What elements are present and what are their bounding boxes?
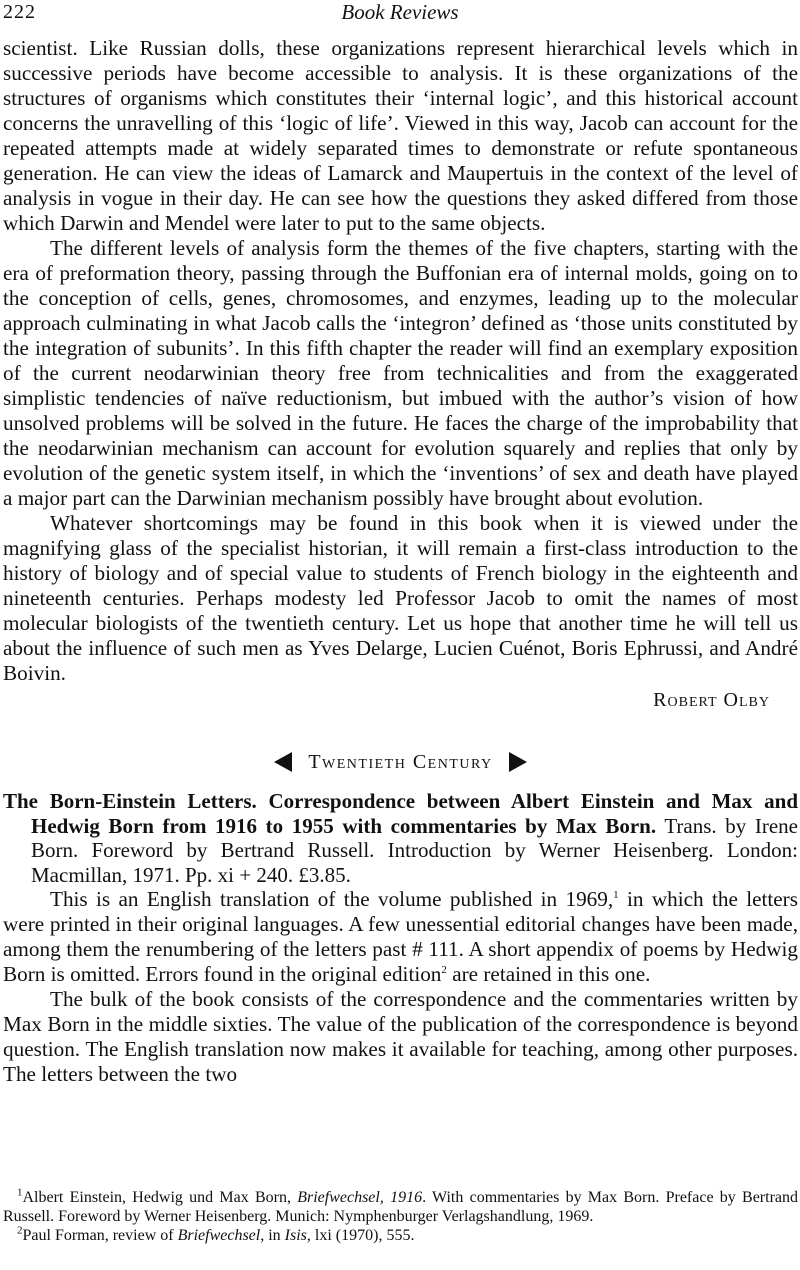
triangle-right-icon xyxy=(509,752,527,772)
triangle-left-icon xyxy=(274,752,292,772)
footnote-2-text-a: Paul Forman, review of xyxy=(22,1227,178,1244)
footnote-2-mark: 2 xyxy=(17,1224,23,1237)
footnote-ref-1: 1 xyxy=(613,888,619,901)
footnote-2 xyxy=(3,1226,798,1245)
section-label: Twentieth Century xyxy=(308,750,493,773)
section-divider xyxy=(3,747,798,777)
footnote-2-text-c: , lxi (1970), 555. xyxy=(306,1227,415,1244)
review2-p1-text-b: in which the letters were printed in their original languages. A few unessential editorial changes have been made, among them the renumbering of the letters past # 111. A short appendix of poems by Hedwig Born is omitted. Errors found in the original edition xyxy=(3,887,798,986)
reviewer-signature: Robert Olby xyxy=(653,689,770,711)
footnote-1-title: Briefwechsel, 1916 xyxy=(297,1189,423,1206)
book-citation xyxy=(3,789,798,887)
review2-p1-text-a: This is an English translation of the volume published in 1969, xyxy=(50,887,614,911)
footnote-1 xyxy=(3,1188,798,1226)
footnote-1-text-b: . With commentaries by Max Born. Preface by Bertrand Russell. Foreword by Werner Heisenberg. Munich: Nymphenburger Verlagshandlung, 1969. xyxy=(3,1189,799,1225)
footnote-1-text-a: Albert Einstein, Hedwig und Max Born, xyxy=(22,1189,298,1206)
footnote-ref-2: 2 xyxy=(441,963,447,976)
review1-paragraph-3: Whatever shortcomings may be found in this book when it is viewed under the magnifying glass of the specialist historian, it will remain a first-class introduction to the history of biology and of special value to students of French biology in the eighteenth and nineteenth centuries. Perhaps modesty led Professor Jacob to omit the names of most molecular biologists of the twentieth century. Let us hope that another time he will tell us about the influence of such men as Yves Delarge, Lucien Cuénot, Boris Ephrussi, and André Boivin. xyxy=(3,511,798,685)
review2-paragraph-1 xyxy=(3,887,798,987)
book-title: The Born-Einstein Letters. Correspondence between Albert Einstein and Max and Hedwig Born from 1916 to 1955 with commentaries by Max Born. xyxy=(3,789,798,838)
footnote-2-text-b: , in xyxy=(260,1227,285,1244)
footnotes xyxy=(3,1188,798,1245)
review2-p1-text-c: are retained in this one. xyxy=(446,962,651,986)
footnote-2-journal: Isis xyxy=(284,1227,307,1244)
book-details: Trans. by Irene Born. Foreword by Bertrand Russell. Introduction by Werner Heisenberg. London: Macmillan, 1971. Pp. xi + 240. £3.85. xyxy=(31,813,798,887)
review1-paragraph-2: The different levels of analysis form the themes of the five chapters, starting with the era of preformation theory, passing through the Buffonian era of internal molds, going on to the conception of cells, genes, chromosomes, and enzymes, leading up to the molecular approach culminating in what Jacob calls the ‘integron’ defined as ‘those units constituted by the integration of subunits’. In this fifth chapter the reader will find an exemplary exposition of the current neodarwinian theory free from technicalities and from the exaggerated simplistic tendencies of naïve reductionism, but imbued with the author’s vision of how unsolved problems will be solved in the future. He faces the charge of the improbability that the neodarwinian mechanism can account for evolution squarely and replies that only by evolution of the genetic system itself, in which the ‘inventions’ of sex and death have played a major part can the Darwinian mechanism possibly have brought about evolution. xyxy=(3,236,798,510)
review2-paragraph-2: The bulk of the book consists of the correspondence and the commentaries written by Max Born in the middle sixties. The value of the publication of the correspondence is beyond question. The English translation now makes it available for teaching, among other purposes. The letters between the two xyxy=(3,987,798,1086)
page-number: 222 xyxy=(3,1,36,23)
running-head-title: Book Reviews xyxy=(341,0,459,24)
page-body xyxy=(3,36,798,1087)
footnote-1-mark: 1 xyxy=(17,1186,23,1199)
footnote-2-title: Briefwechsel xyxy=(177,1227,261,1244)
running-head xyxy=(0,0,800,32)
review1-paragraph-1: scientist. Like Russian dolls, these organizations represent hierarchical levels which in successive periods have become accessible to analysis. It is these organizations of the structures of organisms which constitutes their ‘internal logic’, and this historical account concerns the unravelling of this ‘logic of life’. Viewed in this way, Jacob can account for the repeated attempts made at widely separated times to demonstrate or refute spontaneous generation. He can view the ideas of Lamarck and Maupertuis in the context of the level of analysis in vogue in their day. He can see how the questions they asked differed from those which Darwin and Mendel were later to put to the same objects. xyxy=(3,36,798,235)
